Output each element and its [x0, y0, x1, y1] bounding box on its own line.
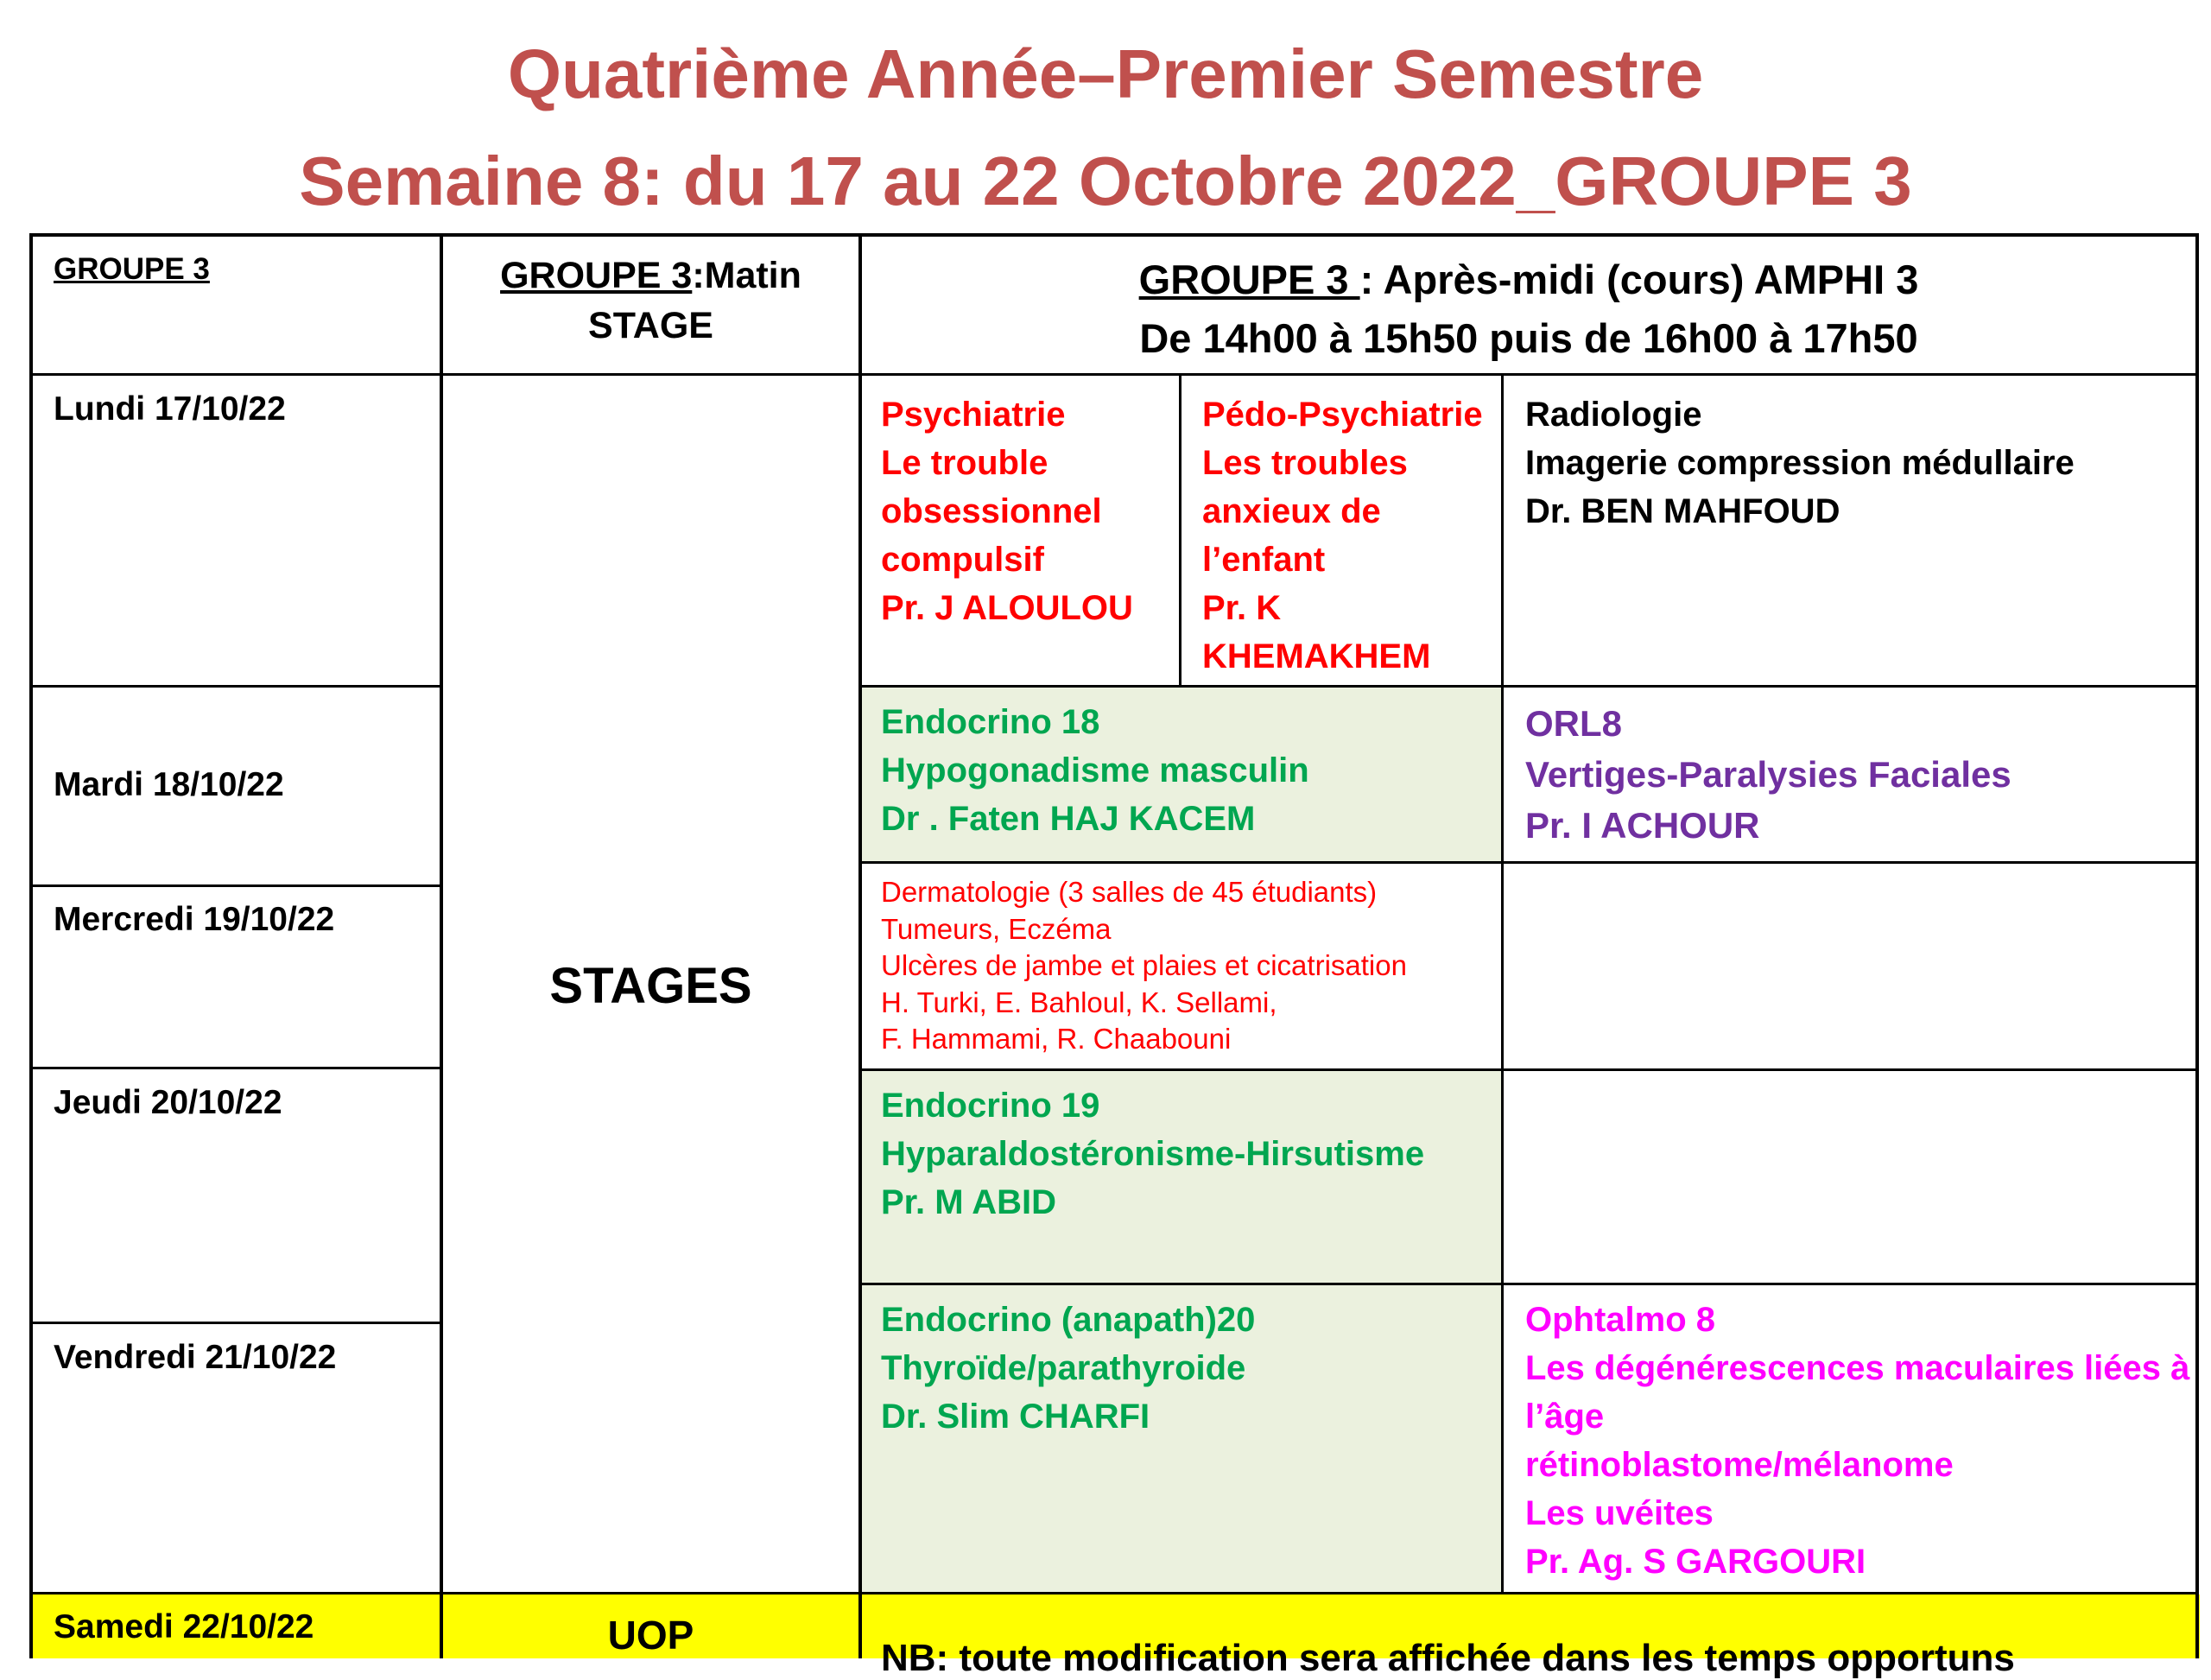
course-orl8: ORL8 Vertiges-Paralysies Faciales Pr. I ACHOUR: [1525, 703, 2011, 846]
course-ophtalmo-8: Ophtalmo 8 Les dégénérescences maculaires liées à l’âge rétinoblastome/mélanome Les uvéites Pr. Ag. S GARGOURI: [1525, 1301, 2190, 1581]
header-afternoon-line1: GROUPE 3 : Après-midi (cours) AMPHI 3: [1138, 257, 1919, 302]
day-lundi: Lundi 17/10/22: [54, 390, 286, 428]
uop-label: UOP: [607, 1613, 694, 1658]
header-morning-line2: STAGE: [588, 305, 713, 346]
day-samedi: Samedi 22/10/22: [54, 1608, 314, 1645]
header-group-label: GROUPE 3: [54, 252, 210, 286]
header-afternoon: [862, 250, 2195, 368]
header-morning: [443, 250, 858, 351]
header-morning-line1: GROUPE 3:Matin: [500, 255, 801, 296]
course-endocrino-18: Endocrino 18 Hypogonadisme masculin Dr . Faten HAJ KACEM: [881, 703, 1309, 838]
day-vendredi: Vendredi 21/10/22: [54, 1339, 337, 1376]
course-endocrino-19: Endocrino 19 Hyparaldostéronisme-Hirsutisme Pr. M ABID: [881, 1087, 1425, 1221]
course-psychiatrie: Psychiatrie Le trouble obsessionnel compulsif Pr. J ALOULOU: [881, 396, 1133, 627]
course-endocrino-20: Endocrino (anapath)20 Thyroïde/parathyroide Dr. Slim CHARFI: [881, 1301, 1256, 1436]
stages-label: STAGES: [549, 958, 752, 1014]
day-jeudi: Jeudi 20/10/22: [54, 1084, 282, 1121]
course-dermatologie: Dermatologie (3 salles de 45 étudiants) Tumeurs, Eczéma Ulcères de jambe et plaies et cicatrisation H. Turki, E. Bahloul, K. Sellami, F. Hammami, R. Chaabouni: [881, 876, 1407, 1055]
page-title: Quatrième Année–Premier Semestre: [507, 35, 1704, 112]
day-mercredi: Mercredi 19/10/22: [54, 901, 335, 938]
header-afternoon-line2: De 14h00 à 15h50 puis de 16h00 à 17h50: [1139, 315, 1918, 361]
page-subtitle: Semaine 8: du 17 au 22 Octobre 2022_GROUPE 3: [299, 143, 1912, 219]
course-pedo-psychiatrie: Pédo-Psychiatrie Les troubles anxieux de l’enfant Pr. K KHEMAKHEM: [1202, 396, 1483, 675]
day-mardi: Mardi 18/10/22: [54, 766, 284, 803]
notice-text: NB: toute modification sera affichée dans les temps opportuns: [881, 1637, 2015, 1679]
course-radiologie: Radiologie Imagerie compression médullaire Dr. BEN MAHFOUD: [1525, 396, 2075, 530]
